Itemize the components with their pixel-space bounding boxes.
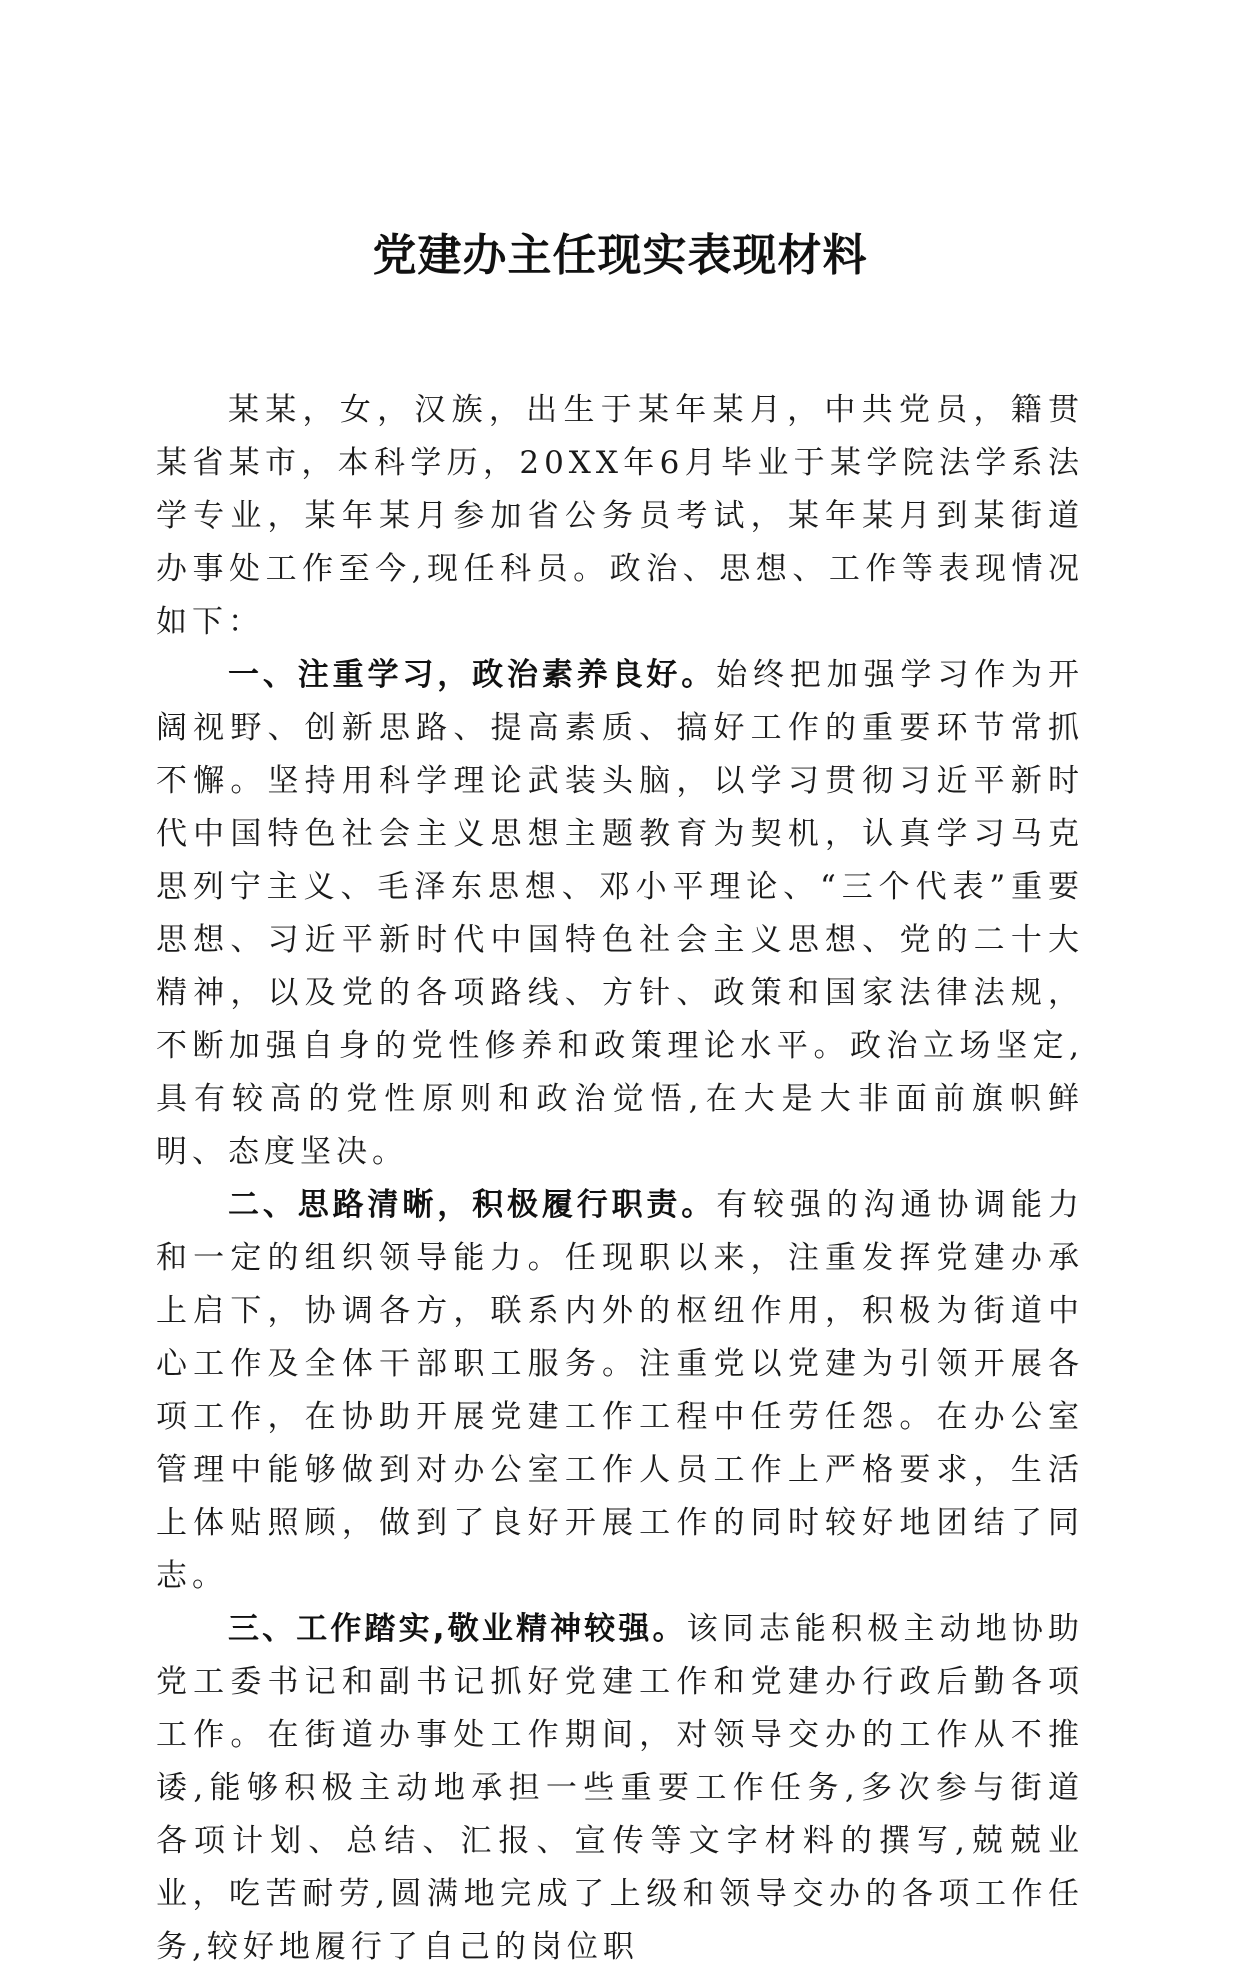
section-heading-1: 一、注重学习，政治素养良好。: [228, 657, 717, 693]
section-paragraph-2: [156, 1179, 1084, 1603]
section-text-3: 该同志能积极主动地协助党工委书记和副书记抓好党建工作和党建办行政后勤各项工作。在街道办事处工作期间，对领导交办的工作从不推诿,能够积极主动地承担一些重要工作任务,多次参与街道各项计划、总结、汇报、宣传等文字材料的撰写,兢兢业业，吃苦耐劳,圆满地完成了上级和领导交办的各项工作任务,较好地履行了自己的岗位职: [156, 1611, 1084, 1965]
section-paragraph-1: [156, 649, 1084, 1179]
section-heading-3: 三、工作踏实,敬业精神较强。: [228, 1611, 687, 1647]
document-body: [156, 384, 1084, 1974]
section-paragraph-3: [156, 1603, 1084, 1974]
document-title: 党建办主任现实表现材料: [372, 230, 868, 281]
section-heading-2: 二、思路清晰，积极履行职责。: [228, 1187, 717, 1223]
section-text-1: 始终把加强学习作为开阔视野、创新思路、提高素质、搞好工作的重要环节常抓不懈。坚持用科学理论武装头脑，以学习贯彻习近平新时代中国特色社会主义思想主题教育为契机，认真学习马克思列宁主义、毛泽东思想、邓小平理论、“三个代表”重要思想、习近平新时代中国特色社会主义思想、党的二十大精神，以及党的各项路线、方针、政策和国家法律法规，不断加强自身的党性修养和政策理论水平。政治立场坚定,具有较高的党性原则和政治觉悟,在大是大非面前旗帜鲜明、态度坚决。: [156, 657, 1085, 1170]
section-text-2: 有较强的沟通协调能力和一定的组织领导能力。任现职以来，注重发挥党建办承上启下，协调各方，联系内外的枢纽作用，积极为街道中心工作及全体干部职工服务。注重党以党建为引领开展各项工作，在协助开展党建工作工程中任劳任怨。在办公室管理中能够做到对办公室工作人员工作上严格要求，生活上体贴照顾，做到了良好开展工作的同时较好地团结了同志。: [156, 1187, 1085, 1594]
intro-paragraph: 某某，女，汉族，出生于某年某月，中共党员，籍贯某省某市，本科学历，20XX年6月毕业于某学院法学系法学专业，某年某月参加省公务员考试，某年某月到某街道办事处工作至今,现任科员。政治、思想、工作等表现情况如下：: [156, 392, 1084, 640]
